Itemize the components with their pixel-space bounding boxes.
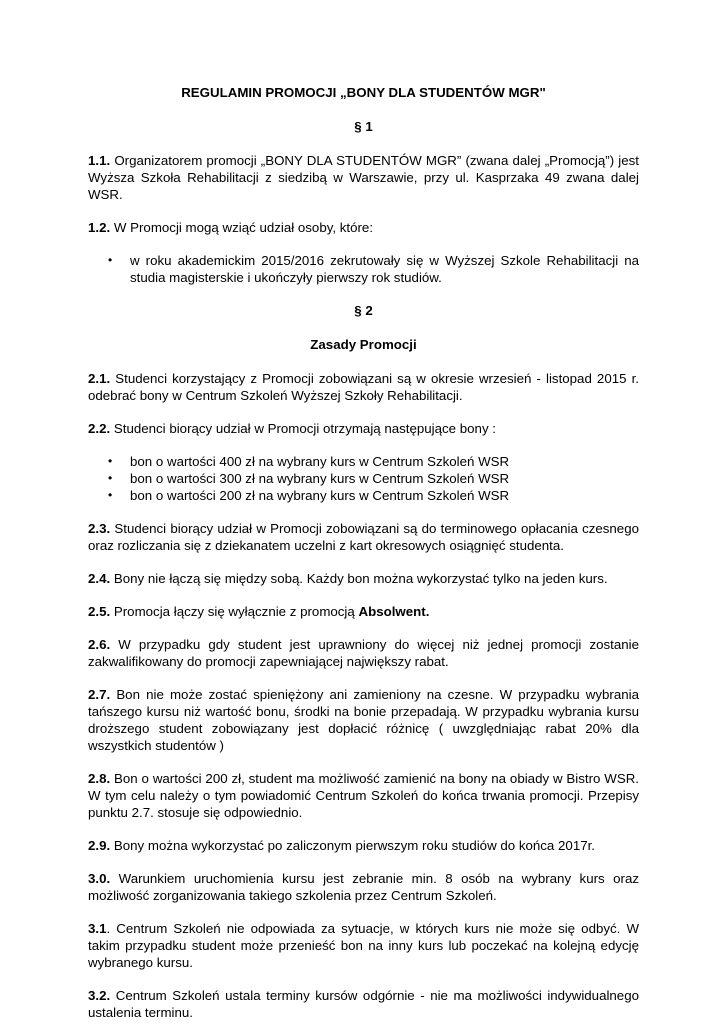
paragraph-number: 2.7. <box>88 687 111 702</box>
paragraph-text: Bony można wykorzystać po zaliczonym pierwszym roku studiów do końca 2017r. <box>110 838 595 853</box>
paragraph-3-1 <box>88 920 639 971</box>
paragraph-number: 3.1 <box>88 921 107 936</box>
paragraph-2-5 <box>88 603 639 620</box>
paragraph-number: 2.8. <box>88 771 111 786</box>
paragraph-text: Promocja łączy się wyłącznie z promocją <box>110 604 359 619</box>
bullet-icon: • <box>108 471 113 485</box>
paragraph-text: Bon nie może zostać spieniężony ani zamieniony na czesne. W przypadku wybrania tańszego kursu niż wartość bonu, środki na bonie przepadają. W przypadku wybrania kursu droższego student zobowiązany jest dopłacić różnicę ( uwzględniając rabat 20% dla wszystkich studentów ) <box>88 687 639 753</box>
paragraph-number: 1.1. <box>88 153 111 168</box>
section-2-subheading: Zasady Promocji <box>310 337 417 352</box>
paragraph-text: Warunkiem uruchomienia kursu jest zebranie min. 8 osób na wybrany kurs oraz możliwość zorganizowania takiego szkolenia przez Centrum Szkoleń. <box>88 871 639 903</box>
paragraph-number: 2.1. <box>88 371 111 386</box>
paragraph-2-6 <box>88 636 639 670</box>
paragraph-number: 2.6. <box>88 637 111 652</box>
paragraph-text: Organizatorem promocji „BONY DLA STUDENTÓW MGR” (zwana dalej „Promocją”) jest Wyższa Szkoła Rehabilitacji z siedzibą w Warszawie, przy ul. Kasprzaka 49 zwana dalej WSR. <box>88 153 639 202</box>
paragraph-text: Studenci korzystający z Promocji zobowiązani są w okresie wrzesień - listopad 2015 r. odebrać bony w Centrum Szkoleń Wyższej Szkoły Rehabilitacji. <box>88 371 639 403</box>
paragraph-number: 2.5. <box>88 604 111 619</box>
paragraph-3-2 <box>88 987 639 1021</box>
list-item <box>88 470 639 487</box>
paragraph-3-0 <box>88 870 639 904</box>
paragraph-number: 1.2. <box>88 220 111 235</box>
paragraph-text: W przypadku gdy student jest uprawniony do więcej niż jednej promocji zostanie zakwalifikowany do promocji zapewniającej największy rabat. <box>88 637 639 669</box>
paragraph-2-3 <box>88 520 639 554</box>
paragraph-number: 2.3. <box>88 521 111 536</box>
section-2-heading: § 2 <box>354 303 373 318</box>
paragraph-number: 2.2. <box>88 421 111 436</box>
paragraph-text: Centrum Szkoleń ustala terminy kursów odgórnie - nie ma możliwości indywidualnego ustalenia terminu. <box>88 988 639 1020</box>
paragraph-number: 3.2. <box>88 988 111 1003</box>
paragraph-text: Bony nie łączą się między sobą. Każdy bon można wykorzystać tylko na jeden kurs. <box>110 571 608 586</box>
bullet-icon: • <box>108 488 113 502</box>
paragraph-2-4 <box>88 570 639 587</box>
paragraph-text: Studenci biorący udział w Promocji zobowiązani są do terminowego opłacania czesnego oraz rozliczania się z dziekanatem uczelni z kart okresowych osiągnięć studenta. <box>88 521 639 553</box>
paragraph-text: W Promocji mogą wziąć udział osoby, które: <box>110 220 374 235</box>
paragraph-bold-text: Absolwent. <box>358 604 430 619</box>
list-item <box>88 487 639 504</box>
bullet-list-1-2 <box>88 252 639 286</box>
list-item-text: bon o wartości 200 zł na wybrany kurs w Centrum Szkoleń WSR <box>130 488 510 503</box>
paragraph-2-8 <box>88 770 639 821</box>
document-title: REGULAMIN PROMOCJI „BONY DLA STUDENTÓW MGR" <box>181 85 546 100</box>
section-1-heading: § 1 <box>354 119 373 134</box>
paragraph-text: Studenci biorący udział w Promocji otrzymają następujące bony : <box>110 421 496 436</box>
list-item <box>88 453 639 470</box>
paragraph-2-2 <box>88 420 639 437</box>
bullet-icon: • <box>108 253 113 267</box>
paragraph-number: 2.9. <box>88 838 111 853</box>
paragraph-text: Bon o wartości 200 zł, student ma możliwość zamienić na bony na obiady w Bistro WSR. W tym celu należy o tym powiadomić Centrum Szkoleń do końca trwania promocji. Przepisy punktu 2.7. stosuje się odpowiednio. <box>88 771 639 820</box>
paragraph-number: 3.0. <box>88 871 111 886</box>
list-item-text: w roku akademickim 2015/2016 zekrutowały się w Wyższej Szkole Rehabilitacji na studia magisterskie i ukończyły pierwszy rok studiów. <box>130 253 639 285</box>
paragraph-number: 2.4. <box>88 571 111 586</box>
paragraph-2-9 <box>88 837 639 854</box>
paragraph-1-2 <box>88 219 639 236</box>
list-item-text: bon o wartości 300 zł na wybrany kurs w Centrum Szkoleń WSR <box>130 471 510 486</box>
list-item <box>88 252 639 286</box>
list-item-text: bon o wartości 400 zł na wybrany kurs w Centrum Szkoleń WSR <box>130 454 510 469</box>
paragraph-text: . Centrum Szkoleń nie odpowiada za sytuacje, w których kurs nie może się odbyć. W takim przypadku student może przenieść bon na inny kurs lub poczekać na kolejną edycję wybranego kursu. <box>88 921 639 970</box>
paragraph-2-7 <box>88 686 639 754</box>
paragraph-1-1 <box>88 152 639 203</box>
bullet-icon: • <box>108 454 113 468</box>
paragraph-2-1 <box>88 370 639 404</box>
bullet-list-2-2 <box>88 453 639 504</box>
